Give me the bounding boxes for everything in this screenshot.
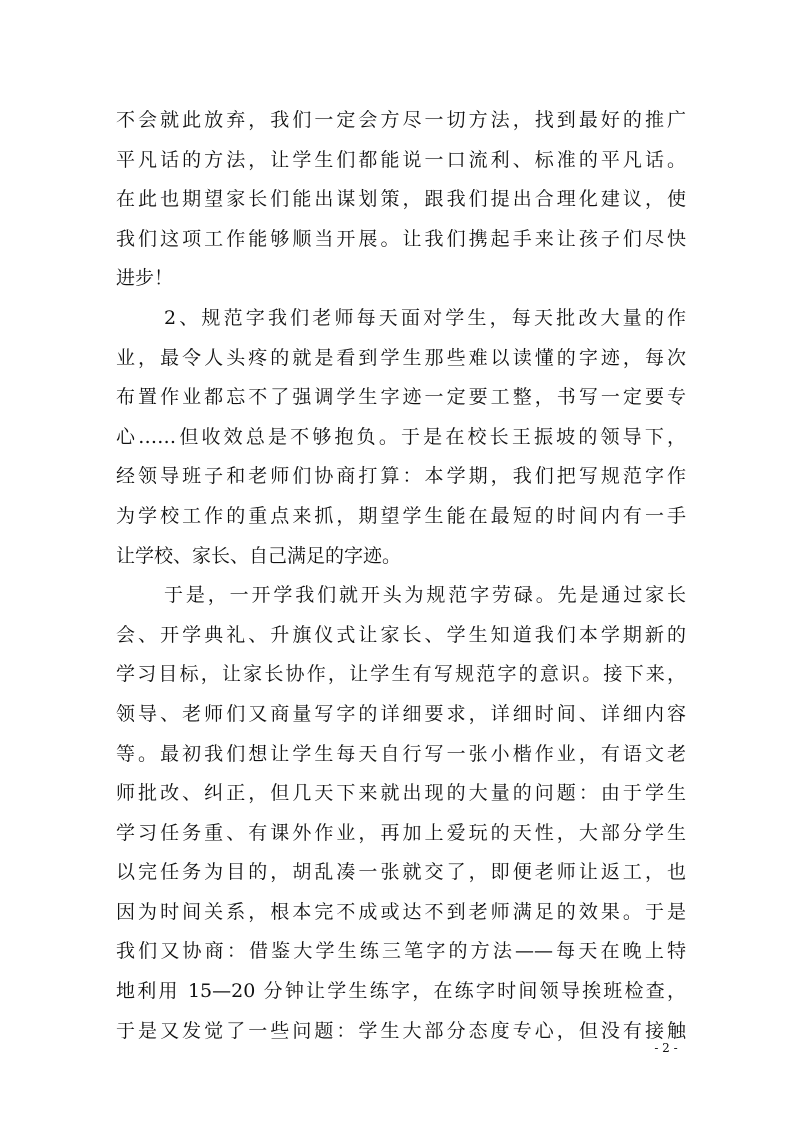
text-line: 于是，一开学我们就开头为规范字劳碌。先是通过家长 <box>164 584 686 607</box>
text-line: 我们又协商：借鉴大学生练三笔字的方法——每天在晚上特 <box>116 940 686 963</box>
text-line: 会、开学典礼、升旗仪式让家长、学生知道我们本学期新的 <box>116 623 686 646</box>
text-line: 心……但收效总是不够抱负。于是在校长王振坡的领导下， <box>116 425 686 448</box>
text-line: 经领导班子和老师们协商打算：本学期，我们把写规范字作 <box>116 465 686 488</box>
text-line: 等。最初我们想让学生每天自行写一张小楷作业，有语文老 <box>116 742 686 765</box>
text-line: 地利用 15—20 分钟让学生练字，在练字时间领导挨班检查， <box>116 980 686 1003</box>
text-line: 为学校工作的重点来抓，期望学生能在最短的时间内有一手 <box>116 504 686 527</box>
text-line: 平凡话的方法，让学生们都能说一口流利、标准的平凡话。 <box>116 148 686 171</box>
text-line: 让学校、家长、自己满足的字迹。 <box>116 544 402 567</box>
text-line: 于是又发觉了一些问题：学生大部分态度专心，但没有接触 <box>116 1019 686 1042</box>
text-line: 师批改、纠正，但几天下来就出现的大量的问题：由于学生 <box>116 782 686 805</box>
text-line: 布置作业都忘不了强调学生字迹一定要工整，书写一定要专 <box>116 386 686 409</box>
text-line: 领导、老师们又商量写字的详细要求，详细时间、详细内容 <box>116 702 686 725</box>
text-line: 我们这项工作能够顺当开展。让我们携起手来让孩子们尽快 <box>116 227 686 250</box>
paragraph-putonghua-conclusion <box>116 101 686 299</box>
text-line: 以完任务为目的，胡乱凑一张就交了，即便老师让返工，也 <box>116 861 686 884</box>
paragraph-standard-characters <box>116 299 686 576</box>
text-line: 在此也期望家长们能出谋划策，跟我们提出合理化建议，使 <box>116 188 686 211</box>
text-line: 学习目标，让家长协作，让学生有写规范字的意识。接下来， <box>116 663 686 686</box>
text-line: 不会就此放弃，我们一定会方尽一切方法，找到最好的推广 <box>116 109 686 131</box>
page-number: - 2 - <box>654 1041 678 1055</box>
document-body <box>116 101 686 1051</box>
paragraph-practice-plan <box>116 576 686 1051</box>
text-line: 业，最令人头疼的就是看到学生那些难以读懂的字迹，每次 <box>116 346 686 369</box>
text-line: 2、规范字我们老师每天面对学生，每天批改大量的作 <box>164 306 686 329</box>
text-line: 因为时间关系，根本完不成或达不到老师满足的效果。于是 <box>116 900 686 923</box>
text-line: 学习任务重、有课外作业，再加上爱玩的天性，大部分学生 <box>116 821 686 844</box>
text-line: 进步！ <box>116 267 174 290</box>
